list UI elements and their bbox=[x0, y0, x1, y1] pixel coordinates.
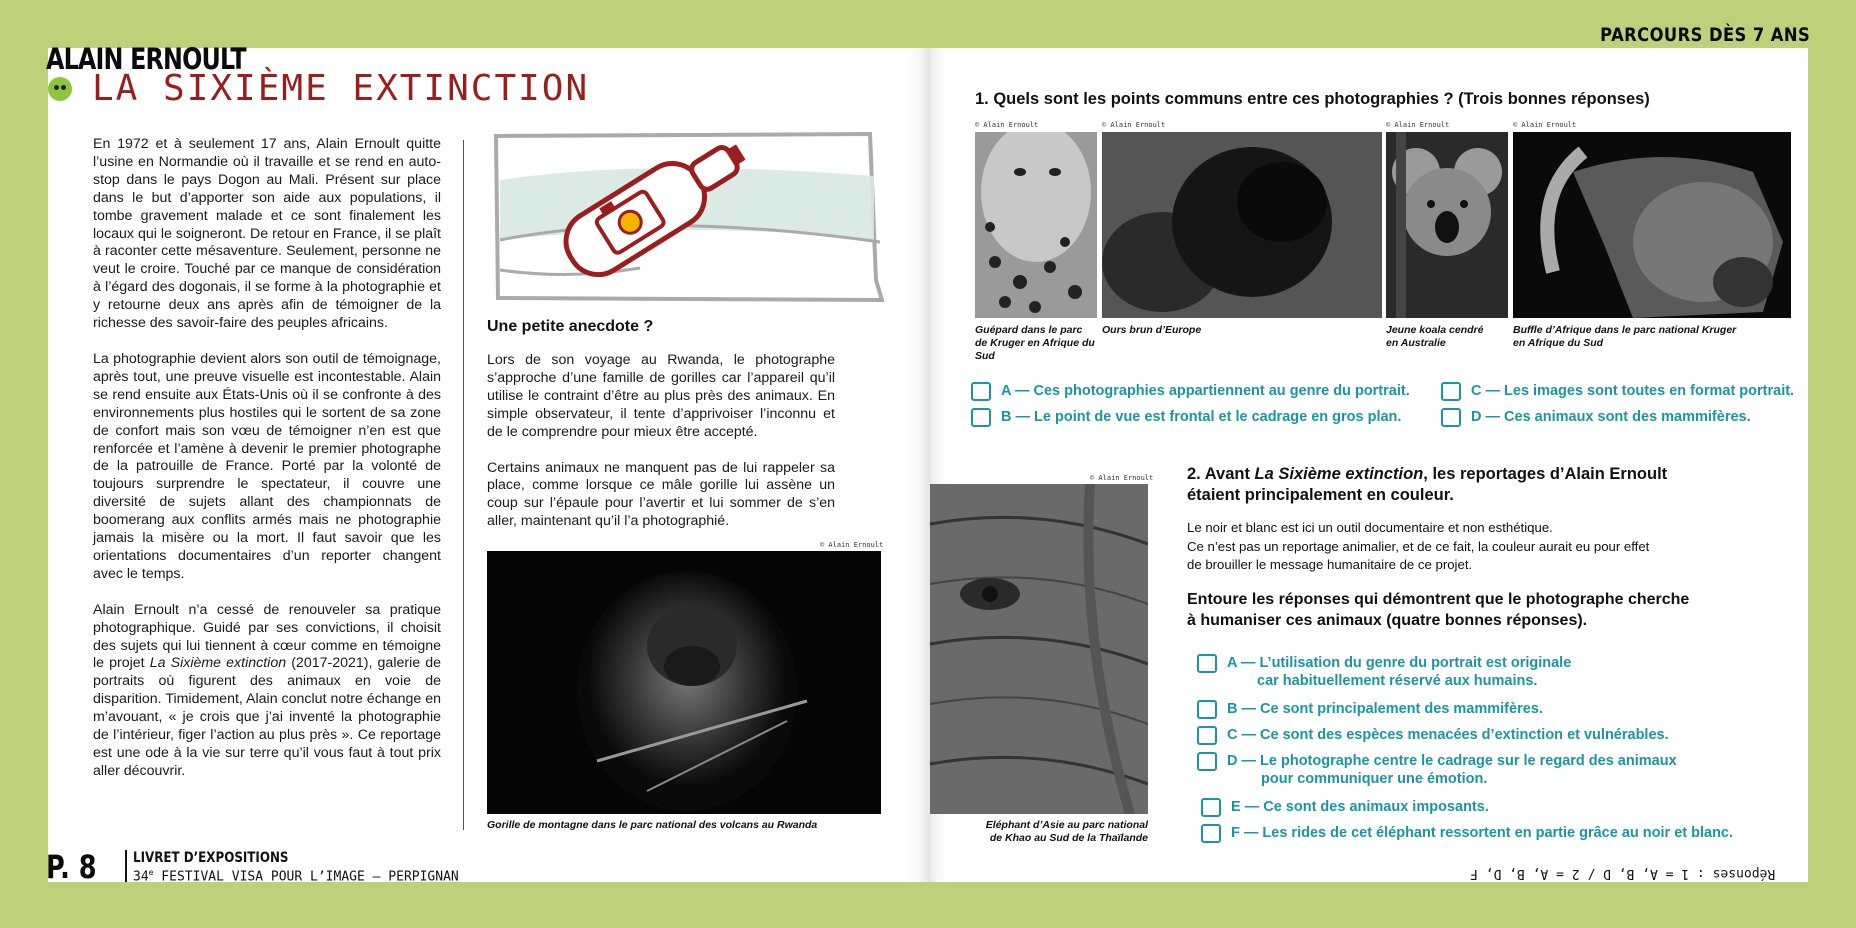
q2-explanation-line-2: Ce n’est pas un reportage animalier, et de ce fait, la couleur aurait eu pour effet bbox=[1187, 538, 1650, 554]
koala-credit: © Alain Ernoult bbox=[1386, 121, 1450, 129]
q2-part-b: , les reportages d’Alain Ernoult bbox=[1423, 465, 1668, 483]
q1-option-a[interactable] bbox=[971, 382, 1410, 401]
checkbox-icon[interactable] bbox=[1197, 700, 1217, 719]
elephant-photo bbox=[930, 484, 1148, 814]
q2-part-a: 2. Avant bbox=[1187, 465, 1255, 483]
checkbox-icon[interactable] bbox=[971, 408, 991, 427]
q2-option-a-label bbox=[1227, 654, 1571, 690]
checkbox-icon[interactable] bbox=[1197, 752, 1217, 771]
bear-photo bbox=[1102, 132, 1382, 318]
checkbox-icon[interactable] bbox=[1197, 726, 1217, 745]
q2-explanation-line-3: de brouiller le message humanitaire de ce projet. bbox=[1187, 557, 1473, 572]
elephant-caption-line-2: de Khao au Sud de la Thaïlande bbox=[989, 832, 1148, 844]
elephant-credit: © Alain Ernoult bbox=[1090, 474, 1154, 482]
q2-option-d[interactable] bbox=[1197, 752, 1677, 788]
footer-festival bbox=[133, 868, 459, 884]
q1-option-b[interactable] bbox=[971, 408, 1401, 427]
checkbox-icon[interactable] bbox=[1201, 798, 1221, 817]
q1-option-d-label: D — Ces animaux sont des mammifères. bbox=[1471, 409, 1751, 425]
cheetah-photo bbox=[975, 132, 1097, 318]
q2-option-e[interactable] bbox=[1201, 798, 1489, 817]
bio-paragraph-3 bbox=[93, 602, 441, 781]
anecdote-paragraph-2: Certains animaux ne manquent pas de lui rappeler sa place, comme lorsque ce mâle gorille lui assène un coup sur l’épaule pour l’avertir et lui sommer de s’en aller, maintenant qu’il l’a photographié. bbox=[487, 459, 835, 530]
cheetah-caption: Guépard dans le parc de Kruger en Afrique du Sud bbox=[975, 324, 1095, 362]
face-icon bbox=[48, 77, 72, 101]
gorilla-caption: Gorille de montagne dans le parc national des volcans au Rwanda bbox=[487, 819, 818, 831]
q2-option-f[interactable] bbox=[1201, 824, 1733, 843]
checkbox-icon[interactable] bbox=[1441, 382, 1461, 401]
biography-column bbox=[93, 136, 441, 799]
footer-livret: LIVRET D’EXPOSITIONS bbox=[133, 850, 289, 866]
q2-option-c-label: C — Ce sont des espèces menacées d’extinction et vulnérables. bbox=[1227, 727, 1669, 743]
author-name: ALAIN ERNOULT bbox=[46, 42, 246, 76]
question-2-explanation bbox=[1187, 519, 1649, 575]
q2-option-a-line-1: A — L’utilisation du genre du portrait est originale bbox=[1227, 655, 1572, 671]
answers-upside-down: Réponses : 1 = A, B, D / 2 = A, B, D, F bbox=[1470, 866, 1776, 881]
age-route-label: PARCOURS DÈS 7 ANS bbox=[1600, 24, 1810, 46]
q2-option-c[interactable] bbox=[1197, 726, 1669, 745]
q1-option-b-label: B — Le point de vue est frontal et le cadrage en gros plan. bbox=[1001, 409, 1402, 425]
question-2-instruction bbox=[1187, 589, 1689, 631]
cheetah-credit: © Alain Ernoult bbox=[975, 121, 1039, 129]
bio-paragraph-1: En 1972 et à seulement 17 ans, Alain Ernoult quitte l’usine en Normandie où il travaille et se rend en auto-stop dans le pays Dogon au Mali. Présent sur place dans le but d’apporter son aide aux populations, il tombe gravement malade et ce sont finalement les locaux qui le soigneront. De retour en France, il se plaît à raconter cette mésaventure. Seulement, personne ne veut le croire. Touché par ce manque de considération à l’égard des dogonais, il se forme à la photographie et y retourne deux ans après afin de témoigner de la richesse des savoir-faire des peuples africains. bbox=[93, 136, 441, 332]
checkbox-icon[interactable] bbox=[971, 382, 991, 401]
q1-option-a-label: A — Ces photographies appartiennent au genre du portrait. bbox=[1001, 383, 1410, 399]
q1-option-c[interactable] bbox=[1441, 382, 1794, 401]
q2-option-d-label bbox=[1227, 752, 1677, 788]
question-1: 1. Quels sont les points communs entre ces photographies ? (Trois bonnes réponses) bbox=[975, 90, 1650, 108]
gorilla-photo bbox=[487, 551, 881, 814]
festival-sup: e bbox=[148, 868, 154, 877]
buffalo-credit: © Alain Ernoult bbox=[1513, 121, 1577, 129]
page-number: P. 8 bbox=[46, 848, 97, 886]
checkbox-icon[interactable] bbox=[1201, 824, 1221, 843]
bear-caption: Ours brun d’Europe bbox=[1102, 324, 1202, 336]
bio-p3-project-title: La Sixième extinction bbox=[149, 655, 287, 672]
page-title: LA SIXIÈME EXTINCTION bbox=[92, 68, 590, 109]
gorilla-credit: © Alain Ernoult bbox=[820, 541, 884, 549]
q2-instruction-line-2: à humaniser ces animaux (quatre bonnes réponses). bbox=[1187, 612, 1588, 629]
anecdote-title: Une petite anecdote ? bbox=[487, 318, 654, 335]
bio-p3-part-b: (2017-2021), galerie de portraits où figurent des animaux en voie de disparition. Timidement, Alain conclut notre échange en m’avouant, « je crois que j’ai inventé la photographie de l’intérieur, figer l’action au plus près ». Ce reportage est une ode à la vie sur terre qu’il vous faut à tout prix aller découvrir. bbox=[93, 655, 442, 779]
q1-option-d[interactable] bbox=[1441, 408, 1751, 427]
elephant-caption-line-1: Eléphant d’Asie au parc national bbox=[985, 819, 1148, 831]
checkbox-icon[interactable] bbox=[1441, 408, 1461, 427]
footer-divider bbox=[125, 850, 127, 882]
q2-option-d-line-1: D — Le photographe centre le cadrage sur le regard des animaux bbox=[1227, 753, 1677, 769]
bottle-camera-illustration bbox=[490, 130, 884, 304]
q1-option-c-label: C — Les images sont toutes en format portrait. bbox=[1471, 383, 1795, 399]
question-2 bbox=[1187, 464, 1667, 506]
q2-option-f-label: F — Les rides de cet éléphant ressortent en partie grâce au noir et blanc. bbox=[1231, 825, 1734, 841]
q2-option-d-line-2: pour communiquer une émotion. bbox=[1261, 771, 1488, 787]
buffalo-photo bbox=[1513, 132, 1791, 318]
buffalo-caption: Buffle d’Afrique dans le parc national Kruger en Afrique du Sud bbox=[1513, 324, 1737, 349]
bio-p3-part-a: Alain Ernoult n’a cessé de renouveler sa pratique photographique. Guidé par ses convictions, il choisit des sujets qui lui tiennent à cœur comme en témoigne le projet bbox=[93, 601, 441, 672]
koala-caption: Jeune koala cendré en Australie bbox=[1386, 324, 1484, 349]
question-2-line-2: étaient principalement en couleur. bbox=[1187, 486, 1454, 504]
q2-option-e-label: E — Ce sont des animaux imposants. bbox=[1231, 799, 1489, 815]
q2-option-b[interactable] bbox=[1197, 700, 1543, 719]
q2-explanation-line-1: Le noir et blanc est ici un outil documentaire et non esthétique. bbox=[1187, 520, 1553, 535]
bear-credit: © Alain Ernoult bbox=[1102, 121, 1166, 129]
festival-number: 34 bbox=[133, 869, 149, 885]
checkbox-icon[interactable] bbox=[1197, 654, 1217, 673]
koala-photo bbox=[1386, 132, 1508, 318]
q2-project-title: La Sixième extinction bbox=[1254, 465, 1424, 483]
q2-option-a[interactable] bbox=[1197, 654, 1571, 690]
question-2-line-1 bbox=[1187, 464, 1667, 485]
column-divider bbox=[463, 140, 464, 830]
anecdote-column bbox=[487, 352, 835, 549]
title-row bbox=[48, 68, 589, 109]
anecdote-paragraph-1: Lors de son voyage au Rwanda, le photographe s’approche d’une famille de gorilles car l’appareil qu’il utilise le contraint d’être au plus près des animaux. En simple observateur, il tente d’apprivoiser l’inconnu et de le comprendre pour mieux être accepté. bbox=[487, 352, 835, 440]
festival-name: FESTIVAL VISA POUR L’IMAGE – PERPIGNAN bbox=[153, 869, 459, 885]
q2-option-b-label: B — Ce sont principalement des mammifères. bbox=[1227, 701, 1543, 717]
bio-paragraph-2: La photographie devient alors son outil de témoignage, après tout, une preuve visuelle est incontestable. Alain se rend ensuite aux États-Unis où il se confronte à des environnements plus hostiles qui le sortent de sa zone de confort mais son vœu de témoigner n’en est que renforcée et l’amène à devenir le premier photographe de la patrouille de France. Porté par la volonté de toujours surprendre le spectateur, il couvre une diversité de sujets allant des championnats de boomerang aux conflits armés mais ne photographie jamais la misère ou la mort. Il faut savoir que les orientations documentaires d’un reporter changent avec le temps. bbox=[93, 350, 441, 582]
q2-option-a-line-2: car habituellement réservé aux humains. bbox=[1257, 673, 1538, 689]
q2-instruction-line-1: Entoure les réponses qui démontrent que le photographe cherche bbox=[1187, 591, 1690, 608]
